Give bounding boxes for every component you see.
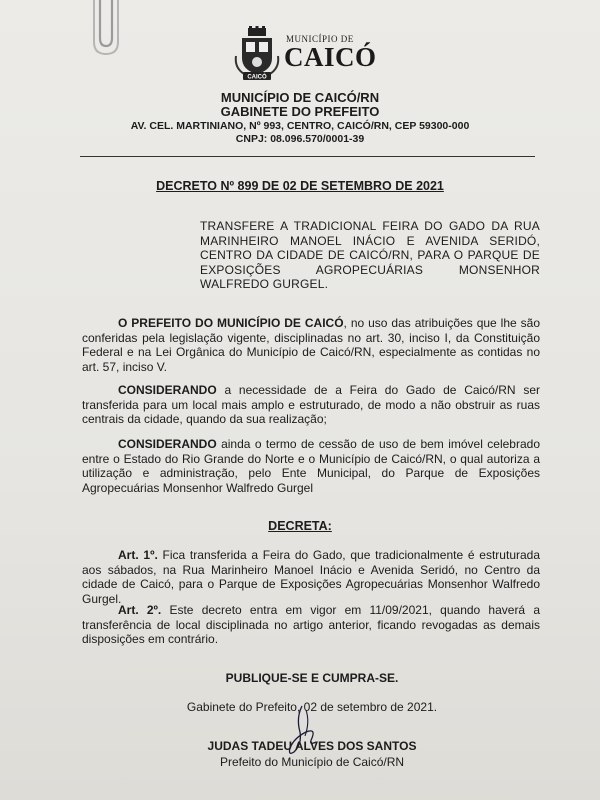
article-2-text: Este decreto entra em vigor em 11/09/2021, quando haverá a transferência de local disciplinada no artigo anterior, ficando revogadas as demais disposições em contrário. [82,603,540,646]
considerando-paragraph-1 [82,383,540,427]
publication-clause: PUBLIQUE-SE E CUMPRA-SE. [225,671,399,685]
considerando-1-bold: CONSIDERANDO [118,383,217,397]
decree-summary: TRANSFERE A TRADICIONAL FEIRA DO GADO DA RUA MARINHEIRO MANOEL INÁCIO E AVENIDA SERIDÓ, CENTRO DA CIDADE DE CAICÓ/RN, PARA O PARQUE DE EXPOSIÇÕES AGROPECUÁRIAS MONSENHOR WALFREDO GURGEL. [200,219,540,291]
article-1-label: Art. 1º. [118,548,158,562]
crest-banner-text: CAICÓ [247,74,267,81]
preamble-bold: O PREFEITO DO MUNICÍPIO DE CAICÓ [118,316,344,330]
considerando-paragraph-2 [82,437,540,495]
header-address: AV. CEL. MARTINIANO, Nº 993, CENTRO, CAICÓ/RN, CEP 59300-000 [130,120,470,132]
article-1-paragraph [82,548,540,606]
preamble-text: , no uso das atribuições que lhe são conferidas pela legislação vigente, disciplinadas no art. 30, inciso I, da Constituição Federal e na Lei Orgânica do Município de Caicó/RN, especialmente as contidas no art. 57, inciso V. [82,316,540,374]
decree-title: DECRETO Nº 899 DE 02 DE SETEMBRO DE 2021 [156,179,444,193]
city-crest-icon [234,26,280,82]
header-divider [80,156,535,157]
signer-name: JUDAS TADEU ALVES DOS SANTOS [207,739,417,753]
logo-city-name: CAICÓ [284,42,377,72]
considerando-2-text: ainda o termo de cessão de uso de bem imóvel celebrado entre o Estado do Rio Grande do Norte e o Município de Caicó/RN, o qual autoriza a utilização e administração, pelo Ente Municipal, do Parque de Exposições Agropecuárias Monsenhor Walfredo Gurgel [82,437,540,495]
header-office: GABINETE DO PREFEITO [220,104,380,119]
header-cnpj: CNPJ: 08.096.570/0001-39 [235,133,365,145]
article-2-label: Art. 2º. [118,603,162,617]
considerando-1-text: a necessidade de a Feira do Gado de Caicó/RN ser transferida para um local mais amplo e estruturado, de modo a não obstruir as ruas centrais da cidade, quando da sua realização; [82,383,540,426]
header-municipality: MUNICÍPIO DE CAICÓ/RN [220,90,380,105]
article-2-paragraph [82,603,540,647]
handwritten-signature [272,702,332,762]
place-and-date: Gabinete do Prefeito, 02 de setembro de 2021. [186,700,438,714]
signer-role: Prefeito do Município de Caicó/RN [219,755,405,769]
preamble-paragraph [82,316,540,374]
municipality-logo [234,26,384,86]
logo-small-text: MUNICÍPIO DE [286,34,354,44]
paper-clip-icon [86,0,126,60]
decreta-heading: DECRETA: [268,519,332,533]
article-1-text: Fica transferida a Feira do Gado, que tradicionalmente é estruturada aos sábados, na Rua Marinheiro Manoel Inácio e Avenida Seridó, no Centro da cidade de Caicó, para o Parque de Exposições Agropecuárias Monsenhor Walfredo Gurgel. [82,548,541,606]
considerando-2-bold: CONSIDERANDO [118,437,217,451]
